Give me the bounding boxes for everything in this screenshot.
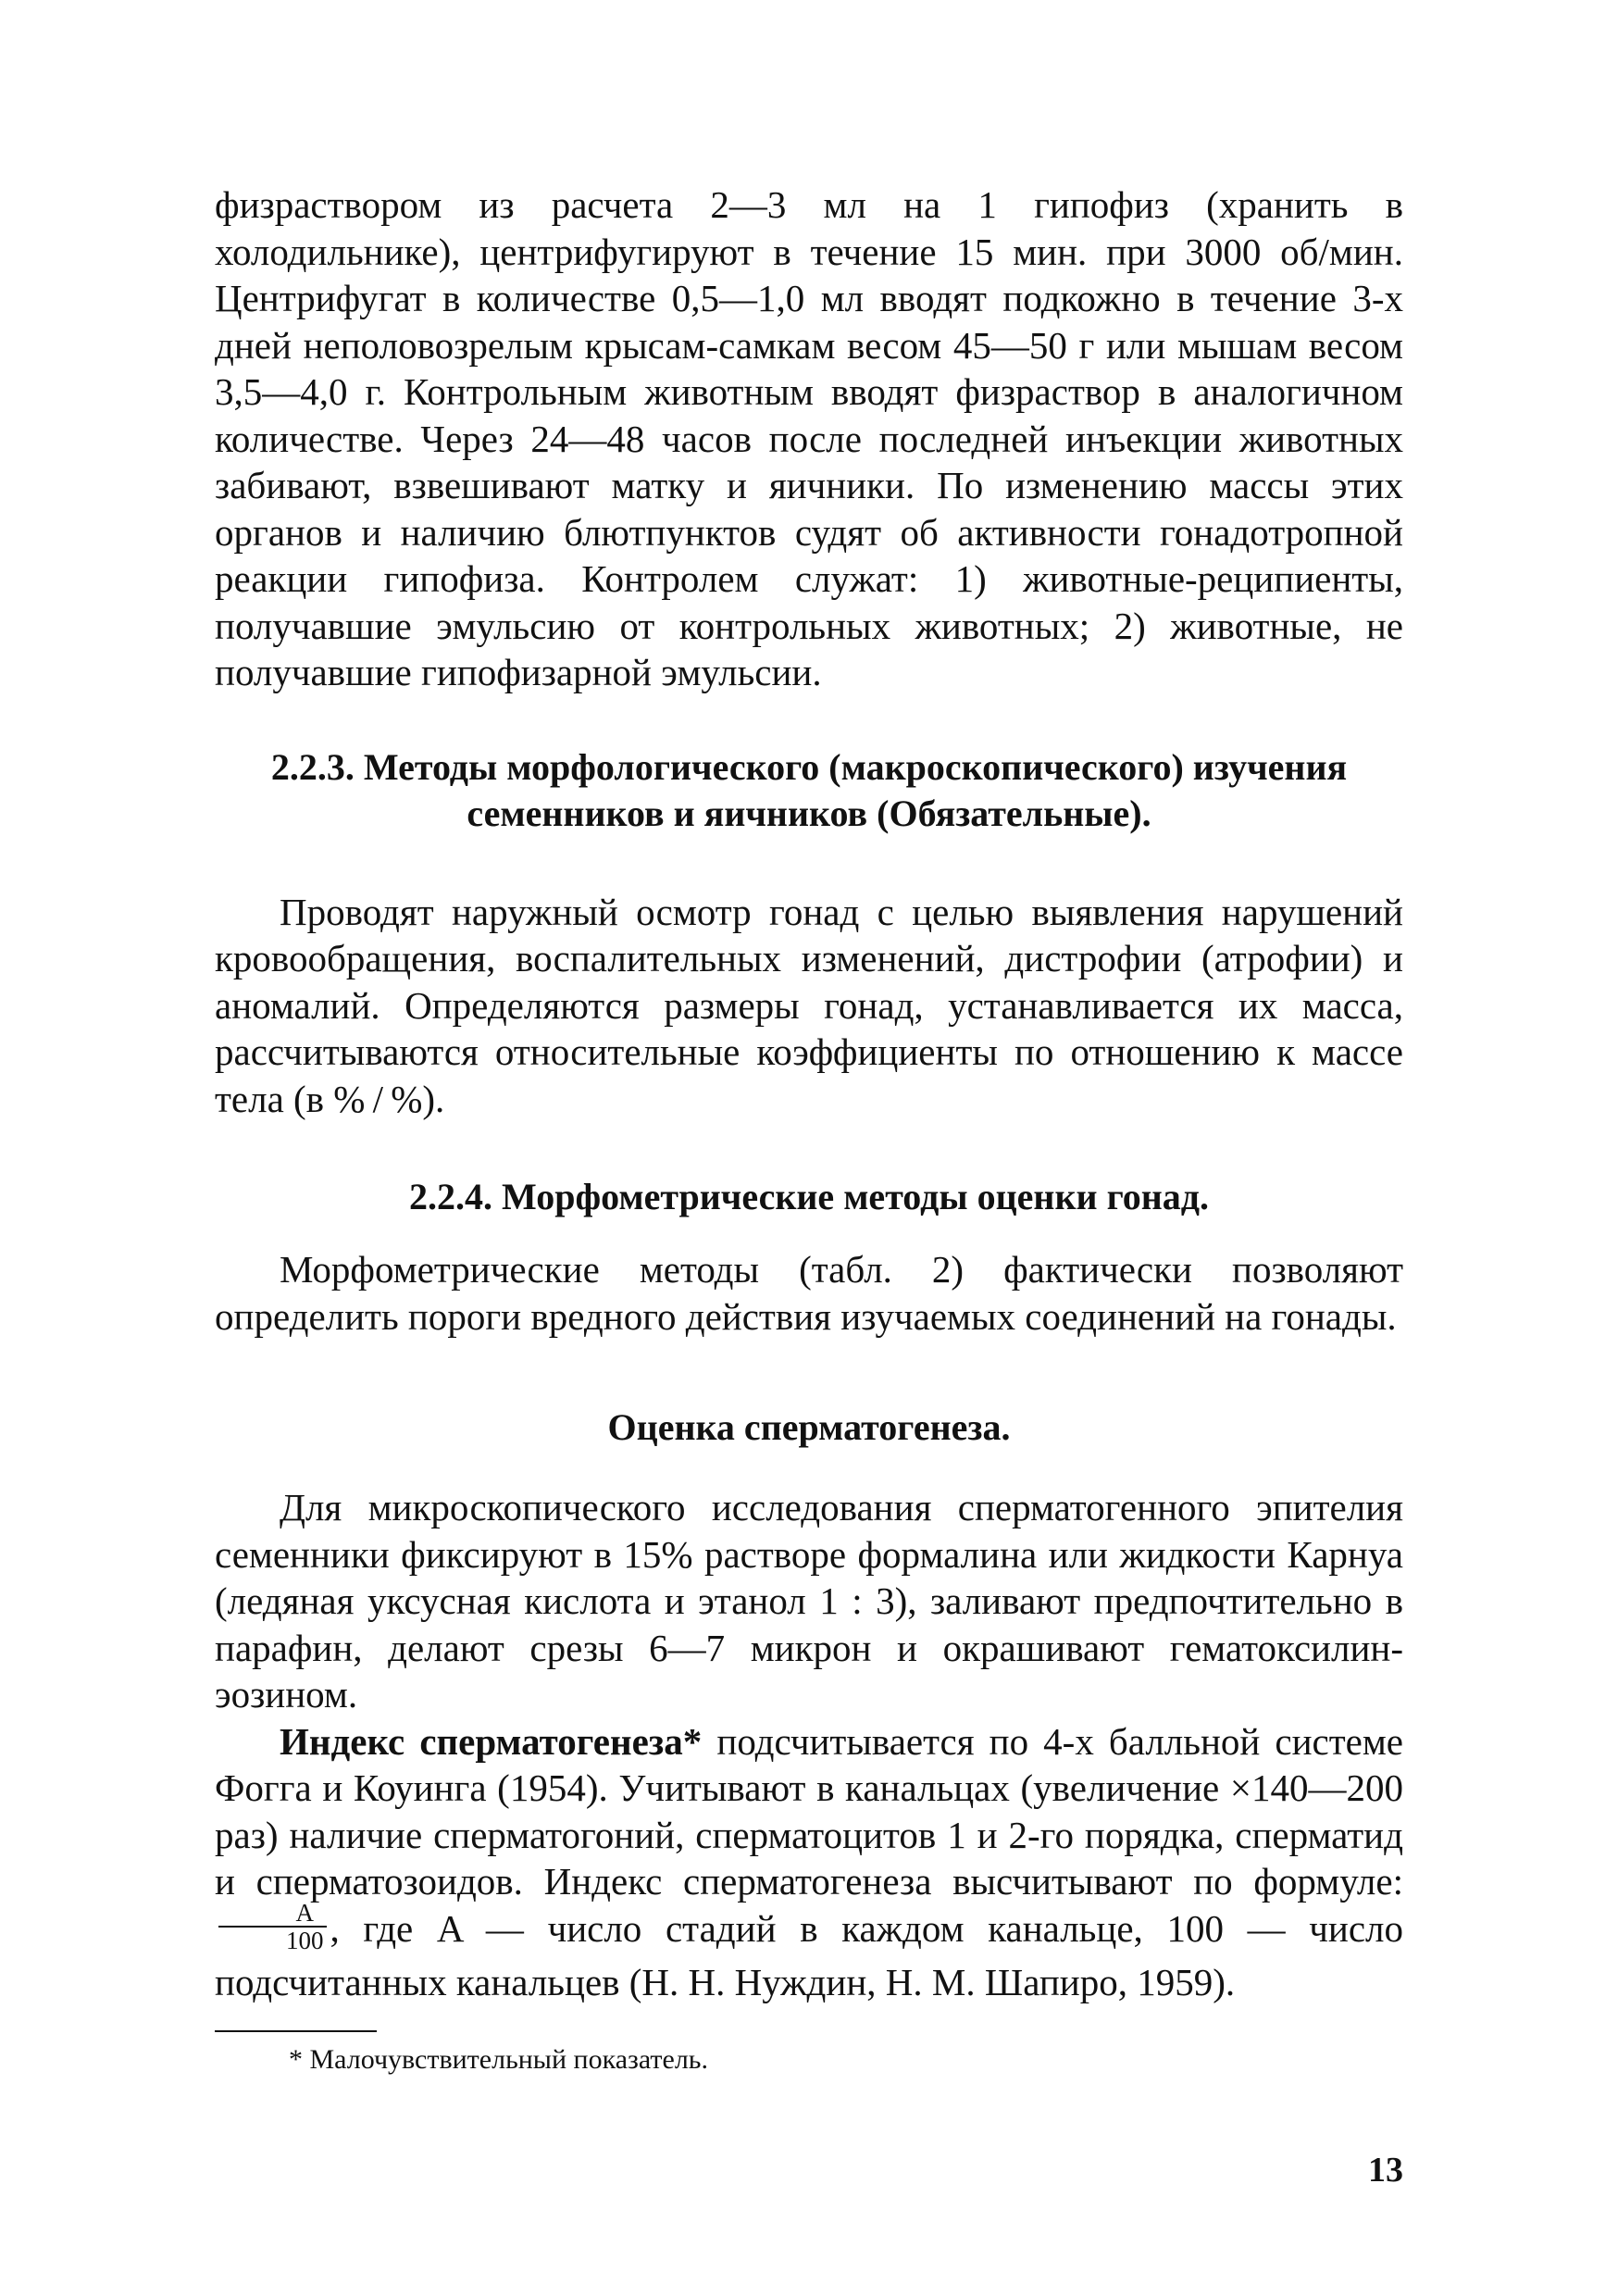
footnote: * Малочувствительный показатель.: [289, 2044, 708, 2075]
section-spermatogenesis-text-2: [215, 1718, 1403, 2006]
section-223-heading: 2.2.3. Методы морфологического (макроскопического) изучения семенников и яичников (Обязательные).: [270, 745, 1348, 834]
section-spermatogenesis-heading: Оценка сперматогенеза.: [607, 1406, 1011, 1448]
index-text-a: подсчитывается по 4-х балльной системе Фогга и Коуинга (1954). Учитывают в канальцах (увеличение ×140—200 раз) наличие сперматогоний, сперматоцитов 1 и 2-го порядка, сперматид и сперматозоидов. Индекс сперматогенеза высчитывают по формуле:: [215, 1719, 1403, 1903]
page-content: [215, 181, 1403, 2006]
formula-denominator: 100: [286, 1927, 324, 1955]
section-224-text: Морфометрические методы (табл. 2) фактически позволяют определить пороги вредного действия изучаемых соединений на гонады.: [215, 1248, 1403, 1338]
page-number: 13: [1368, 2151, 1403, 2190]
index-text-b: , где A — число стадий в каждом канальце, 100 — число подсчитанных канальцев (Н. Н. Нуждин, Н. М. Шапиро, 1959).: [215, 1906, 1403, 2004]
formula-fraction: [218, 1900, 327, 1953]
section-223-text: Проводят наружный осмотр гонад с целью выявления нарушений кровообращения, воспалительных изменений, дистрофии (атрофии) и аномалий. Определяются размеры гонад, устанавливается их масса, рассчитываются относительные коэффициенты по отношению к массе тела (в % / %).: [215, 890, 1403, 1120]
footnote-divider: [215, 2030, 377, 2032]
index-term: Индекс сперматогенеза*: [280, 1719, 703, 1763]
formula-numerator: A: [218, 1900, 327, 1928]
section-spermatogenesis-text-1: Для микроскопического исследования сперматогенного эпителия семенники фиксируют в 15% растворе формалина или жидкости Карнуа (ледяная уксусная кислота и этанол 1 : 3), заливают предпочтительно в парафин, делают срезы 6—7 микрон и окрашивают гематоксилин-эозином.: [215, 1486, 1403, 1716]
section-224-heading: 2.2.4. Морфометрические методы оценки гонад.: [408, 1176, 1210, 1217]
paragraph-1: физраствором из расчета 2—3 мл на 1 гипофиз (хранить в холодильнике), центрифугируют в течение 15 мин. при 3000 об/мин. Центрифугат в количестве 0,5—1,0 мл вводят подкожно в течение 3-х дней неполовозрелым крысам-самкам весом 45—50 г или мышам весом 3,5—4,0 г. Контрольным животным вводят физраствор в аналогичном количестве. Через 24—48 часов после последней инъекции животных забивают, взвешивают матку и яичники. По изменению массы этих органов и наличию блютпунктов судят об активности гонадотропной реакции гипофиза. Контролем служат: 1) животные-реципиенты, получавшие эмульсию от контрольных животных; 2) животные, не получавшие гипофизарной эмульсии.: [215, 183, 1403, 693]
